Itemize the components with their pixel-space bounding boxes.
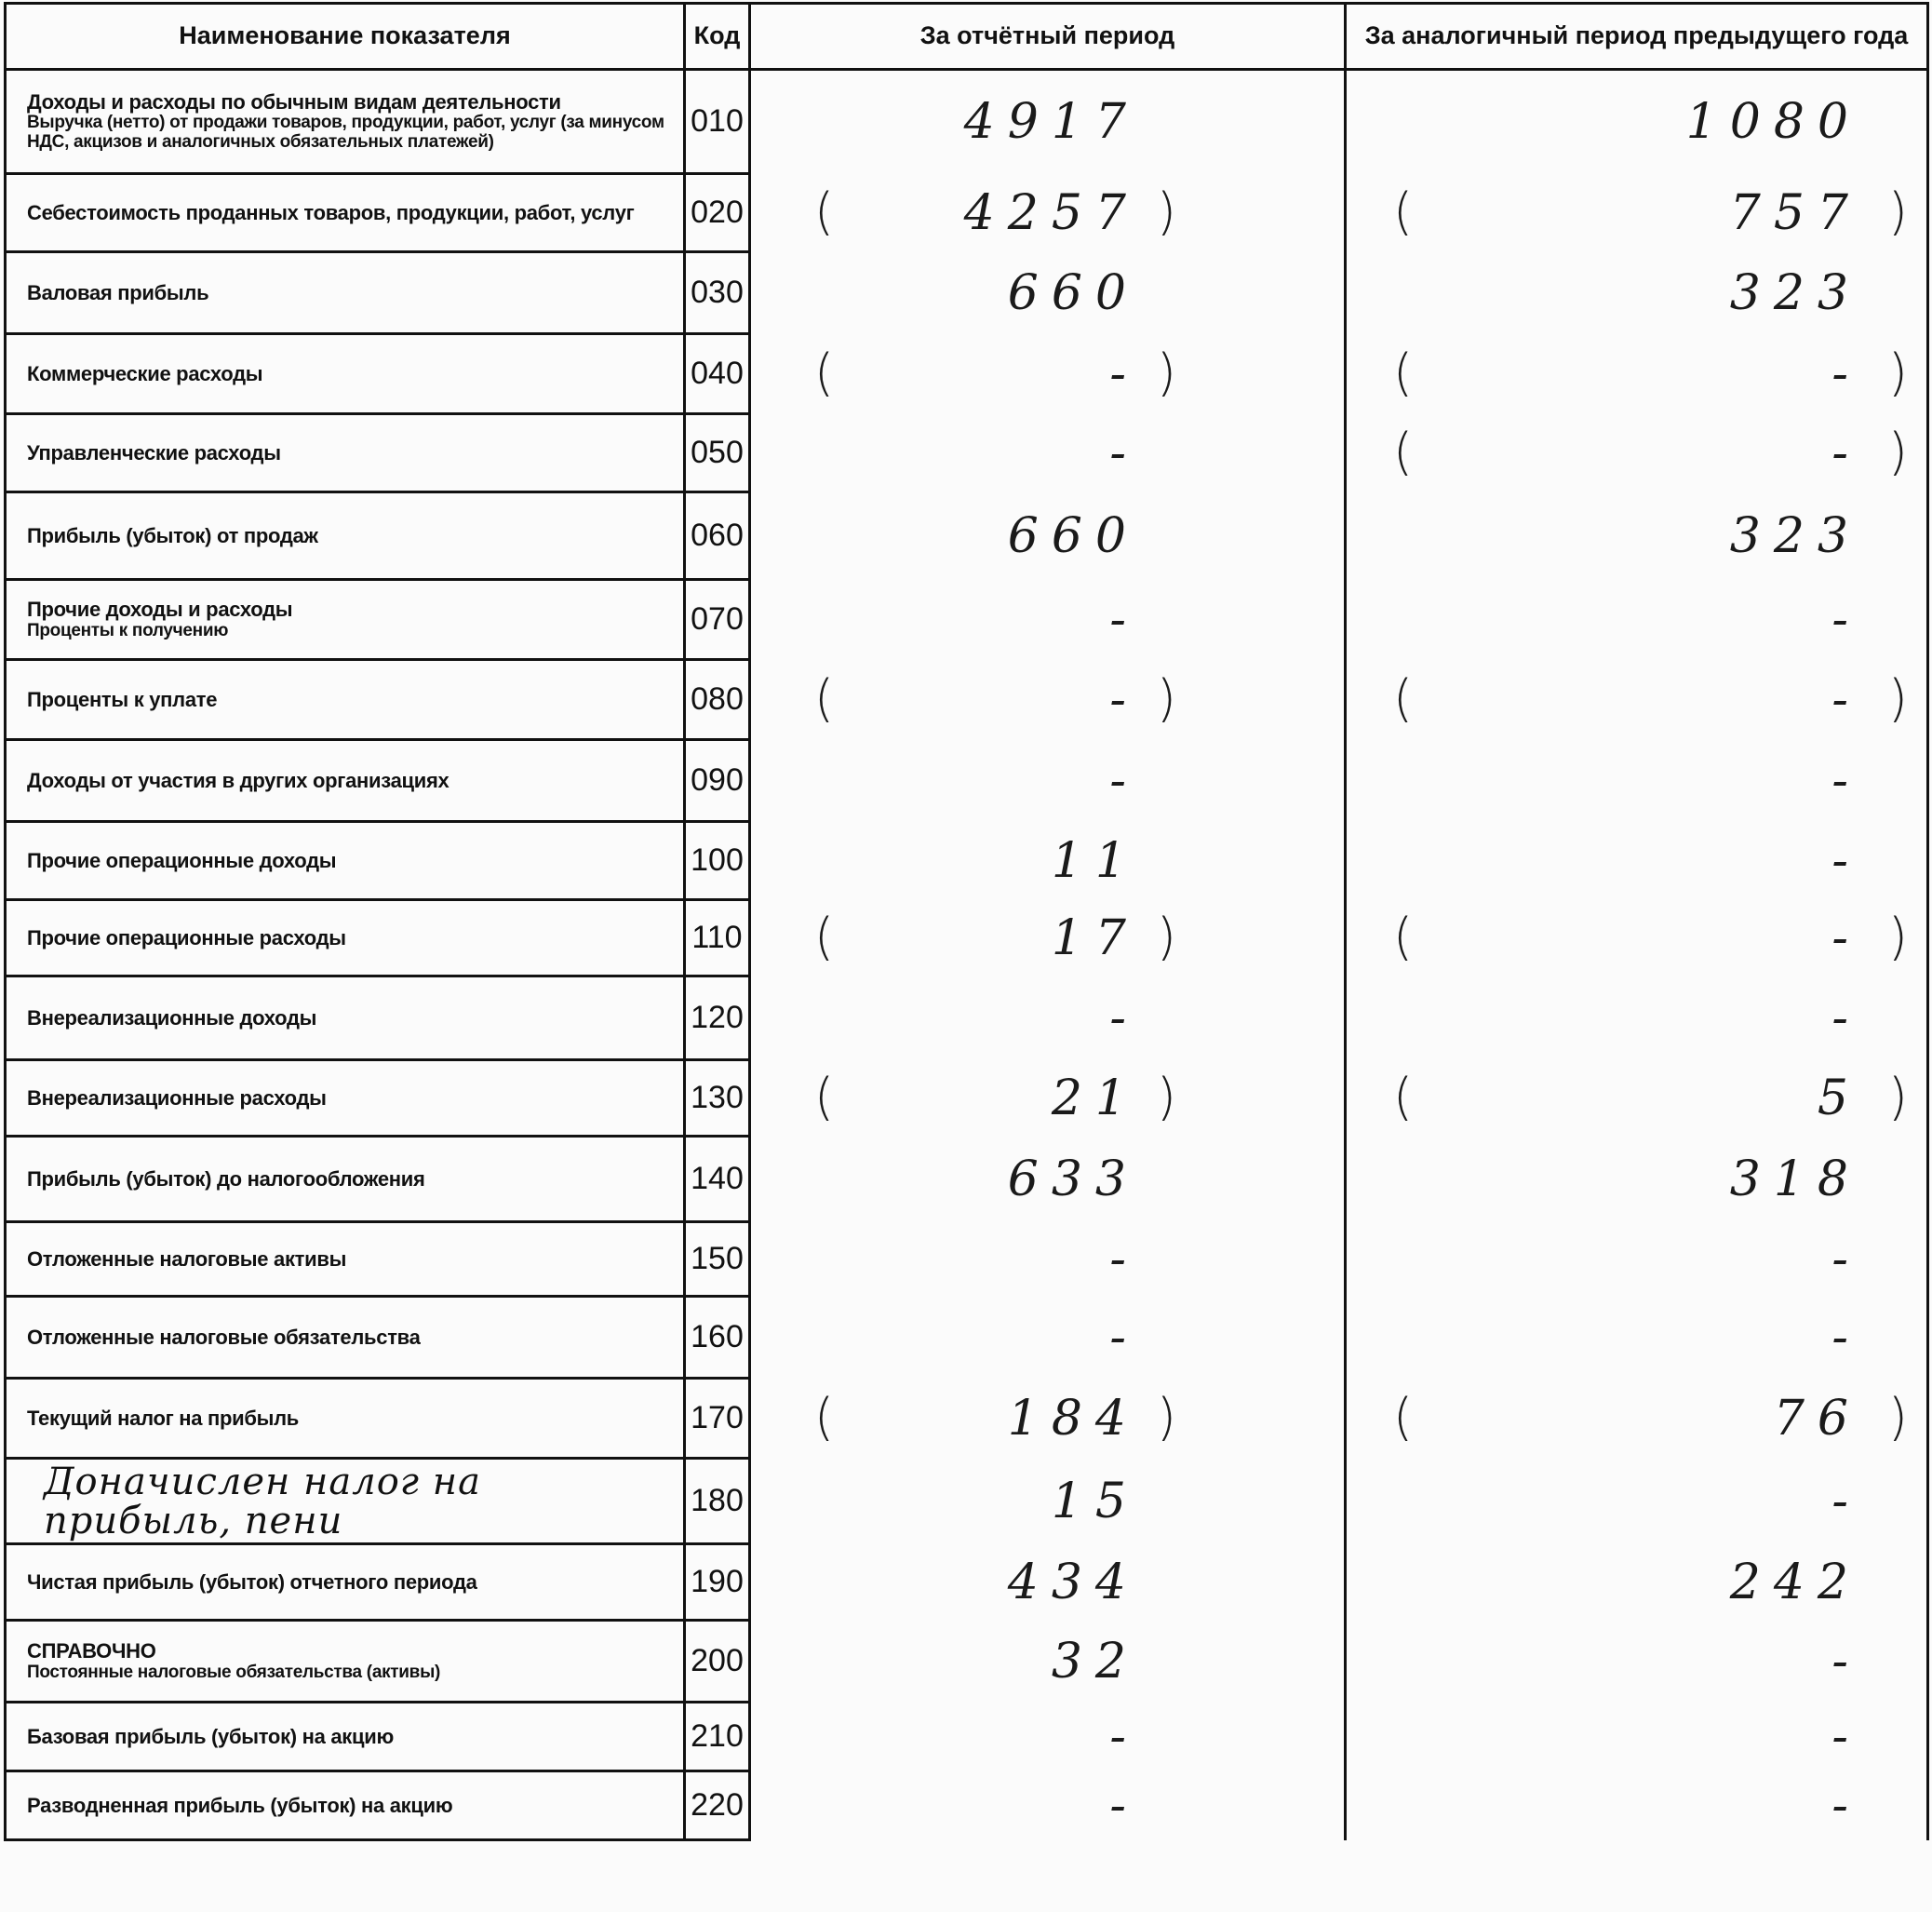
paren-close: )	[1156, 907, 1176, 966]
current-period-value-cell	[750, 334, 1346, 414]
indicator-name	[6, 414, 685, 492]
indicator-name	[6, 1379, 685, 1459]
current-period-value: -	[1109, 345, 1139, 402]
current-period-value: 184	[1007, 1390, 1139, 1447]
previous-period-value-cell	[1346, 334, 1928, 414]
current-period-value-cell	[750, 492, 1346, 580]
paren-open: (	[1393, 1067, 1414, 1126]
indicator-label: Прочие доходы и расходы	[27, 598, 293, 622]
indicator-label: Себестоимость проданных товаров, продукции, работ, услуг	[27, 200, 635, 224]
current-period-value: -	[1109, 990, 1139, 1046]
indicator-name	[6, 1137, 685, 1222]
table-row	[6, 900, 1928, 976]
indicator-code: 160	[685, 1297, 750, 1379]
paren-close: )	[1156, 343, 1176, 402]
previous-period-value: -	[1831, 909, 1861, 966]
indicator-label: Доходы от участия в других организациях	[27, 768, 449, 792]
previous-period-value: -	[1831, 345, 1861, 402]
table-row	[6, 1297, 1928, 1379]
paren-open: (	[1393, 343, 1414, 402]
table-body	[6, 70, 1928, 1840]
previous-period-value-cell	[1346, 1459, 1928, 1544]
indicator-name	[6, 1544, 685, 1621]
current-period-value: -	[1109, 752, 1139, 809]
indicator-code: 030	[685, 252, 750, 334]
current-period-value: 434	[1007, 1554, 1139, 1610]
indicator-code: 110	[685, 900, 750, 976]
indicator-name	[6, 1771, 685, 1840]
indicator-name	[6, 660, 685, 740]
current-period-value: 4917	[963, 94, 1139, 151]
indicator-code: 120	[685, 976, 750, 1060]
indicator-label: Прочие операционные расходы	[27, 925, 346, 949]
table-row	[6, 334, 1928, 414]
current-period-value: 4257	[963, 184, 1139, 241]
indicator-name	[6, 900, 685, 976]
indicator-label: Валовая прибыль	[27, 280, 209, 304]
previous-period-value-cell	[1346, 70, 1928, 174]
table-header-row	[6, 4, 1928, 70]
indicator-code: 020	[685, 174, 750, 252]
previous-period-value: -	[1831, 1309, 1861, 1366]
indicator-label: Внереализационные доходы	[27, 1005, 317, 1030]
previous-period-value: 323	[1729, 507, 1861, 564]
paren-open: (	[814, 1067, 835, 1126]
table-row	[6, 822, 1928, 900]
previous-period-value-cell	[1346, 1297, 1928, 1379]
paren-open: (	[814, 1387, 835, 1447]
previous-period-value-cell	[1346, 740, 1928, 822]
indicator-code: 220	[685, 1771, 750, 1840]
paren-close: )	[1887, 343, 1908, 402]
previous-period-value-cell	[1346, 1137, 1928, 1222]
current-period-value-cell	[750, 1222, 1346, 1297]
table-row	[6, 1379, 1928, 1459]
current-period-value-cell	[750, 822, 1346, 900]
indicator-label: Базовая прибыль (убыток) на акцию	[27, 1724, 394, 1748]
paren-close: )	[1156, 1067, 1176, 1126]
previous-period-value: -	[1831, 752, 1861, 809]
current-period-value: -	[1109, 1309, 1139, 1366]
indicator-name	[6, 492, 685, 580]
previous-period-value-cell	[1346, 492, 1928, 580]
table-row	[6, 1771, 1928, 1840]
previous-period-value-cell	[1346, 174, 1928, 252]
table-row	[6, 1544, 1928, 1621]
profit-loss-table	[4, 2, 1929, 1841]
indicator-code: 150	[685, 1222, 750, 1297]
paren-open: (	[1393, 1387, 1414, 1447]
current-period-value-cell	[750, 252, 1346, 334]
previous-period-value-cell	[1346, 822, 1928, 900]
previous-period-value: -	[1831, 1633, 1861, 1690]
previous-period-value-cell	[1346, 1621, 1928, 1703]
current-period-value-cell	[750, 1137, 1346, 1222]
current-period-value-cell	[750, 1297, 1346, 1379]
current-period-value: -	[1109, 671, 1139, 728]
previous-period-value-cell	[1346, 976, 1928, 1060]
previous-period-value: 1080	[1685, 94, 1861, 151]
current-period-value: 17	[1051, 909, 1139, 966]
indicator-name	[6, 976, 685, 1060]
paren-open: (	[1393, 182, 1414, 241]
header-name: Наименование показателя	[6, 4, 685, 70]
indicator-label: Коммерческие расходы	[27, 361, 263, 385]
current-period-value: 11	[1051, 832, 1139, 889]
indicator-code: 060	[685, 492, 750, 580]
previous-period-value-cell	[1346, 252, 1928, 334]
current-period-value-cell	[750, 1621, 1346, 1703]
previous-period-value-cell	[1346, 1222, 1928, 1297]
current-period-value-cell	[750, 1459, 1346, 1544]
indicator-name	[6, 1459, 685, 1544]
paren-close: )	[1156, 1387, 1176, 1447]
indicator-name	[6, 252, 685, 334]
paren-open: (	[814, 668, 835, 728]
table-row	[6, 976, 1928, 1060]
previous-period-value: -	[1831, 591, 1861, 648]
previous-period-value: 323	[1729, 264, 1861, 321]
indicator-code: 180	[685, 1459, 750, 1544]
table-row	[6, 1222, 1928, 1297]
indicator-name	[6, 580, 685, 660]
indicator-code: 050	[685, 414, 750, 492]
previous-period-value-cell	[1346, 414, 1928, 492]
indicator-label: Управленческие расходы	[27, 440, 281, 465]
previous-period-value: -	[1831, 1473, 1861, 1529]
indicator-code: 040	[685, 334, 750, 414]
indicator-label: Чистая прибыль (убыток) отчетного периода	[27, 1569, 477, 1594]
paren-close: )	[1887, 422, 1908, 481]
indicator-name	[6, 334, 685, 414]
indicator-code: 070	[685, 580, 750, 660]
indicator-code: 190	[685, 1544, 750, 1621]
previous-period-value: 76	[1773, 1390, 1861, 1447]
indicator-label: Прочие операционные доходы	[27, 848, 337, 872]
indicator-label: СПРАВОЧНО	[27, 1639, 156, 1663]
paren-close: )	[1156, 668, 1176, 728]
previous-period-value: 242	[1729, 1554, 1861, 1610]
previous-period-value: -	[1831, 1777, 1861, 1834]
table-row	[6, 70, 1928, 174]
previous-period-value: -	[1831, 671, 1861, 728]
indicator-code: 130	[685, 1060, 750, 1137]
current-period-value: -	[1109, 1777, 1139, 1834]
indicator-code: 080	[685, 660, 750, 740]
table-row	[6, 580, 1928, 660]
paren-close: )	[1887, 1067, 1908, 1126]
current-period-value-cell	[750, 580, 1346, 660]
current-period-value: -	[1109, 424, 1139, 481]
header-current-period: За отчётный период	[750, 4, 1346, 70]
current-period-value-cell	[750, 740, 1346, 822]
current-period-value-cell	[750, 660, 1346, 740]
header-previous-period: За аналогичный период предыдущего года	[1346, 4, 1928, 70]
indicator-name	[6, 1703, 685, 1771]
previous-period-value: 5	[1817, 1070, 1861, 1126]
paren-open: (	[814, 182, 835, 241]
previous-period-value-cell	[1346, 1771, 1928, 1840]
table-row	[6, 1060, 1928, 1137]
table-row	[6, 1137, 1928, 1222]
current-period-value: -	[1109, 591, 1139, 648]
indicator-code: 010	[685, 70, 750, 174]
previous-period-value-cell	[1346, 1703, 1928, 1771]
table-row	[6, 414, 1928, 492]
indicator-label: Текущий налог на прибыль	[27, 1406, 300, 1430]
indicator-name	[6, 740, 685, 822]
table-row	[6, 660, 1928, 740]
indicator-label: Доходы и расходы по обычным видам деятельности	[27, 89, 561, 114]
current-period-value-cell	[750, 976, 1346, 1060]
current-period-value: 660	[1007, 264, 1139, 321]
previous-period-value-cell	[1346, 900, 1928, 976]
indicator-name	[6, 1297, 685, 1379]
indicator-sublabel: Проценты к получению	[27, 620, 229, 640]
indicator-name	[6, 174, 685, 252]
indicator-label: Отложенные налоговые обязательства	[27, 1325, 421, 1349]
previous-period-value: 318	[1729, 1151, 1861, 1207]
current-period-value-cell	[750, 414, 1346, 492]
paren-open: (	[814, 907, 835, 966]
previous-period-value-cell	[1346, 1544, 1928, 1621]
previous-period-value: 757	[1729, 184, 1861, 241]
indicator-label: Разводненная прибыль (убыток) на акцию	[27, 1793, 453, 1817]
paren-open: (	[1393, 422, 1414, 481]
paren-open: (	[1393, 668, 1414, 728]
current-period-value-cell	[750, 1060, 1346, 1137]
indicator-name	[6, 1621, 685, 1703]
paren-open: (	[814, 343, 835, 402]
table-row	[6, 740, 1928, 822]
previous-period-value: -	[1831, 1708, 1861, 1765]
header-code: Код	[685, 4, 750, 70]
current-period-value-cell	[750, 1703, 1346, 1771]
indicator-label: Прибыль (убыток) от продаж	[27, 523, 318, 547]
current-period-value-cell	[750, 174, 1346, 252]
indicator-code: 090	[685, 740, 750, 822]
current-period-value: 21	[1051, 1070, 1139, 1126]
previous-period-value-cell	[1346, 660, 1928, 740]
current-period-value: 660	[1007, 507, 1139, 564]
indicator-label: Внереализационные расходы	[27, 1085, 327, 1110]
table-row	[6, 174, 1928, 252]
indicator-name	[6, 1060, 685, 1137]
current-period-value-cell	[750, 1544, 1346, 1621]
previous-period-value: -	[1831, 424, 1861, 481]
table-row	[6, 492, 1928, 580]
current-period-value-cell	[750, 1771, 1346, 1840]
indicator-code: 100	[685, 822, 750, 900]
previous-period-value-cell	[1346, 1060, 1928, 1137]
paren-open: (	[1393, 907, 1414, 966]
current-period-value-cell	[750, 1379, 1346, 1459]
current-period-value: 15	[1051, 1473, 1139, 1529]
indicator-name	[6, 1222, 685, 1297]
indicator-code: 170	[685, 1379, 750, 1459]
indicator-name	[6, 70, 685, 174]
previous-period-value: -	[1831, 832, 1861, 889]
table-row	[6, 1621, 1928, 1703]
indicator-sublabel: Постоянные налоговые обязательства (активы)	[27, 1662, 441, 1682]
indicator-label: Доначислен налог на прибыль, пени	[44, 1460, 481, 1542]
current-period-value: -	[1109, 1231, 1139, 1287]
indicator-label: Проценты к уплате	[27, 687, 218, 711]
table-row	[6, 252, 1928, 334]
current-period-value-cell	[750, 70, 1346, 174]
previous-period-value-cell	[1346, 1379, 1928, 1459]
table-row	[6, 1703, 1928, 1771]
current-period-value: 633	[1007, 1151, 1139, 1207]
paren-close: )	[1887, 1387, 1908, 1447]
current-period-value: -	[1109, 1708, 1139, 1765]
indicator-name	[6, 822, 685, 900]
indicator-code: 210	[685, 1703, 750, 1771]
indicator-code: 200	[685, 1621, 750, 1703]
table-row	[6, 1459, 1928, 1544]
indicator-sublabel: Выручка (нетто) от продажи товаров, продукции, работ, услуг (за минусом НДС, акцизов и аналогичных обязательных платежей)	[27, 113, 664, 153]
previous-period-value: -	[1831, 1231, 1861, 1287]
current-period-value-cell	[750, 900, 1346, 976]
paren-close: )	[1887, 182, 1908, 241]
indicator-label: Прибыль (убыток) до налогообложения	[27, 1166, 425, 1191]
indicator-code: 140	[685, 1137, 750, 1222]
previous-period-value: -	[1831, 990, 1861, 1046]
indicator-label: Отложенные налоговые активы	[27, 1246, 347, 1271]
previous-period-value-cell	[1346, 580, 1928, 660]
paren-close: )	[1156, 182, 1176, 241]
current-period-value: 32	[1051, 1633, 1139, 1690]
paren-close: )	[1887, 668, 1908, 728]
paren-close: )	[1887, 907, 1908, 966]
